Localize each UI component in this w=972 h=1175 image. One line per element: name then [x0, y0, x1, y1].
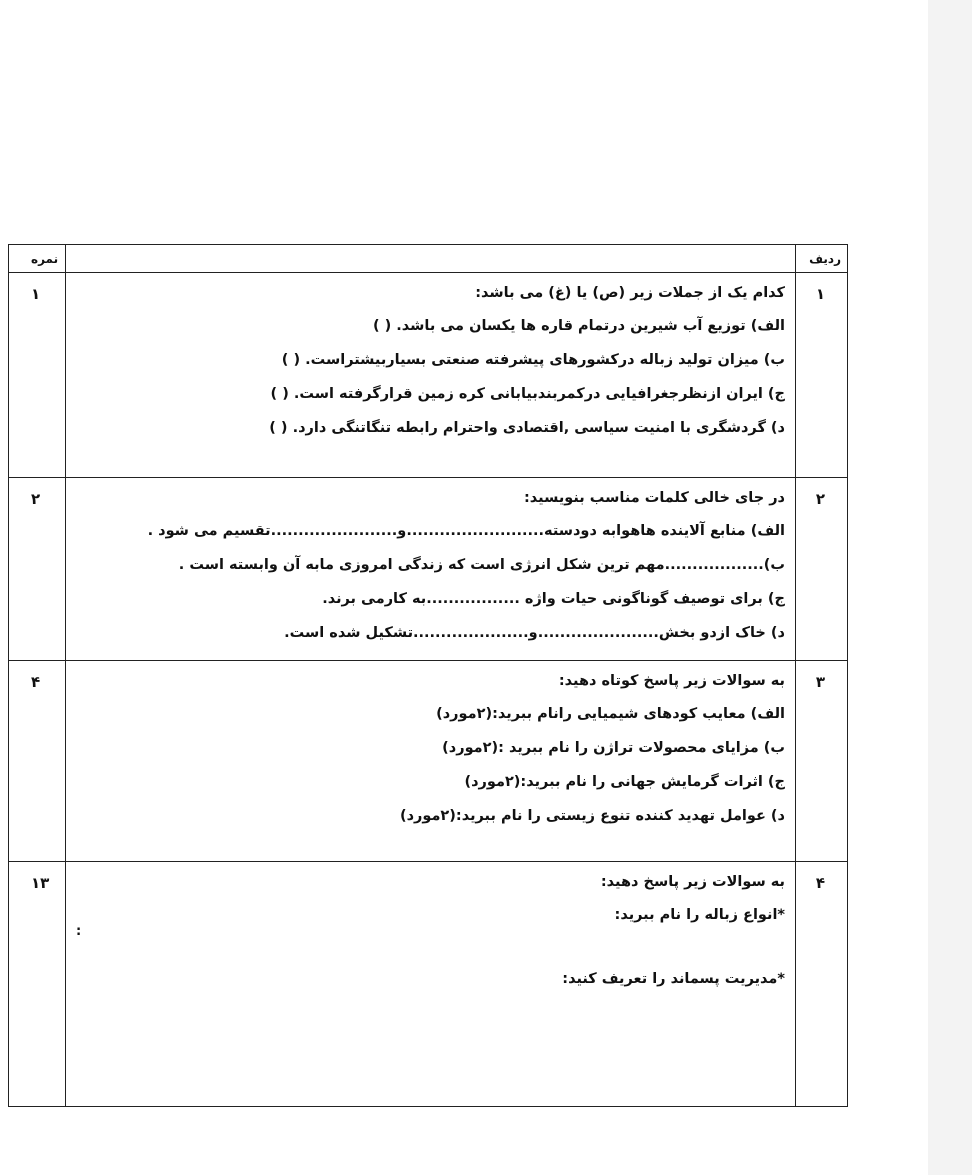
side-panel — [928, 0, 972, 1175]
table-row — [9, 273, 848, 478]
question-title: به سوالات زیر پاسخ دهید: — [600, 874, 785, 890]
row-header: ردیف — [796, 245, 848, 273]
question-body — [66, 661, 796, 862]
question-number: ۱ — [796, 273, 848, 478]
question-item: ب) مزایای محصولات تراژن را نام ببرید :(۲مورد) — [442, 740, 785, 756]
question-title: در جای خالی کلمات مناسب بنویسید: — [523, 490, 785, 506]
question-item: ب) میزان تولید زباله درکشورهای پیشرفته صنعتی بسیاربیشتراست. ( ) — [281, 352, 785, 368]
question-score: ۴ — [9, 661, 66, 862]
question-item: د) گردشگری با امنیت سیاسی ,اقتصادی واحترام رابطه تنگاتنگی دارد. ( ) — [269, 420, 785, 436]
question-body — [66, 273, 796, 478]
question-title: به سوالات زیر پاسخ کوتاه دهید: — [558, 673, 785, 689]
question-body — [66, 478, 796, 661]
question-title: کدام یک از جملات زیر (ص) یا (غ) می باشد: — [475, 285, 785, 301]
table-row — [9, 862, 848, 1107]
table-header — [9, 245, 848, 273]
question-item: *انواع زباله را نام ببرید: — [614, 907, 785, 923]
score-header: نمره — [9, 245, 66, 273]
question-item: ب)..................مهم ترین شکل انرژی است که زندگی امروزی مابه آن وابسته است . — [178, 557, 785, 573]
table-row — [9, 478, 848, 661]
question-item: *مدیریت پسماند را تعریف کنید: — [562, 971, 785, 987]
question-item: د) خاک ازدو بخش......................و.....................تشکیل شده است. — [284, 625, 785, 641]
question-item: ج) ایران ازنظرجغرافیایی درکمربندبیابانی کره زمین قرارگرفته است. ( ) — [270, 386, 785, 402]
question-header — [66, 245, 796, 273]
question-item: الف) معایب کودهای شیمیایی رانام ببرید:(۲مورد) — [436, 706, 785, 722]
exam-table — [8, 244, 848, 1107]
question-score: ۱۳ — [9, 862, 66, 1107]
question-body — [66, 862, 796, 1107]
answer-colon: : — [76, 924, 82, 939]
question-item: الف) منابع آلاینده هاهوابه دودسته.........................و.......................تقسیم می شود . — [147, 523, 785, 539]
question-number: ۲ — [796, 478, 848, 661]
question-score: ۱ — [9, 273, 66, 478]
question-item: ج) برای توصیف گوناگونی حیات واژه .................به کارمی برند. — [322, 591, 785, 607]
question-number: ۳ — [796, 661, 848, 862]
question-number: ۴ — [796, 862, 848, 1107]
question-item: د) عوامل تهدید کننده تنوع زیستی را نام ببرید:(۲مورد) — [399, 808, 785, 824]
question-item: ج) اثرات گرمایش جهانی را نام ببرید:(۲مورد) — [464, 774, 785, 790]
question-score: ۲ — [9, 478, 66, 661]
question-item: الف) توزیع آب شیرین درتمام قاره ها یکسان می باشد. ( ) — [372, 318, 785, 334]
table-row — [9, 661, 848, 862]
